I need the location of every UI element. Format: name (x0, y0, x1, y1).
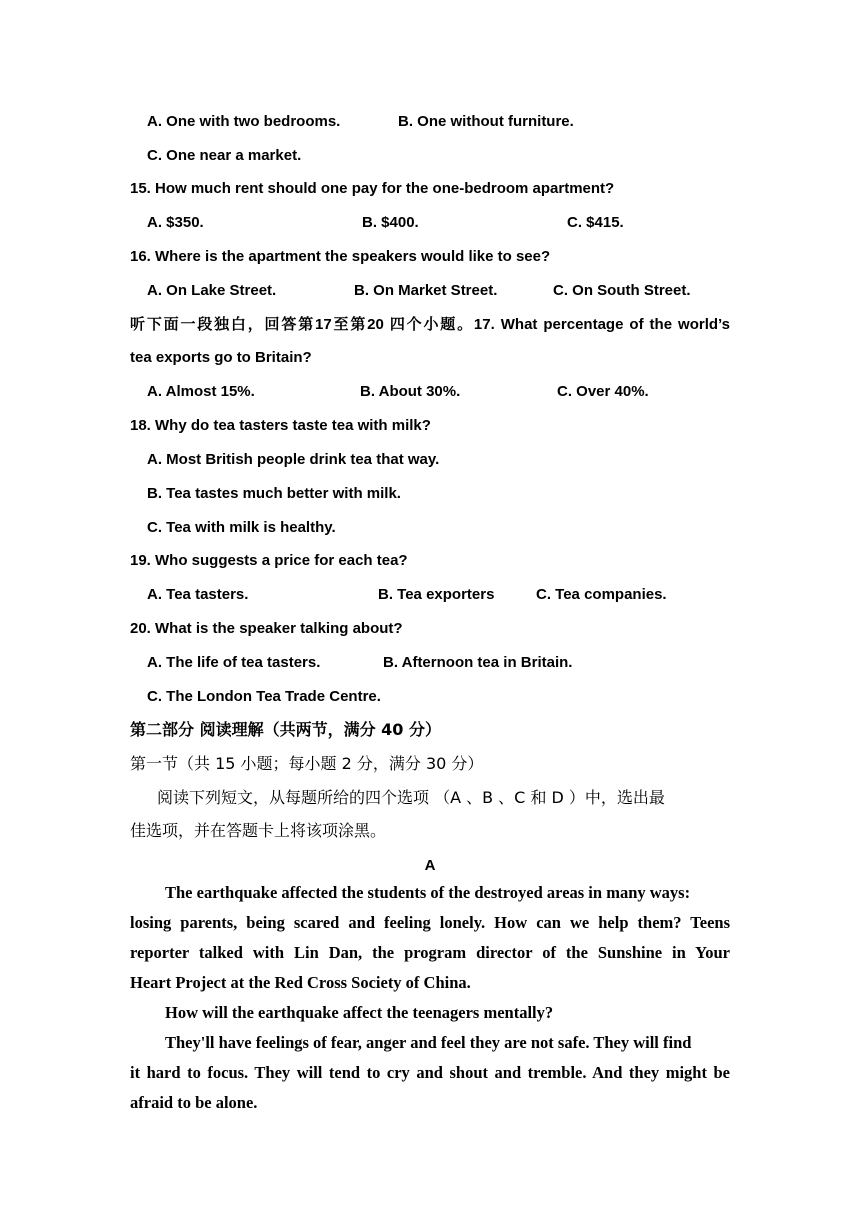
q18-option-c: C. Tea with milk is healthy. (147, 519, 336, 536)
q16-option-a: A. On Lake Street. (147, 282, 277, 299)
q16-option-b: B. On Market Street. (354, 282, 498, 299)
q18-option-b: B. Tea tastes much better with milk. (147, 485, 401, 502)
passage-line-4: Heart Project at the Red Cross Society of China. (130, 973, 471, 992)
q14-option-b: B. One without furniture. (398, 113, 574, 130)
q19-question: 19. Who suggests a price for each tea? (130, 552, 408, 569)
q19-option-b: B. Tea exporters (378, 586, 495, 603)
monologue-intro-line-1: 听下面一段独白，回答第17至第20 四个小题。17. What percentage of the world’s (130, 316, 730, 333)
passage-line-8: afraid to be alone. (130, 1093, 258, 1112)
passage-line-7: it hard to focus. They will tend to cry and shout and tremble. And they might be (130, 1063, 730, 1082)
q14-option-c: C. One near a market. (147, 147, 302, 164)
q16-question: 16. Where is the apartment the speakers would like to see? (130, 248, 551, 265)
passage-line-2: losing parents, being scared and feeling lonely. How can we help them? Teens (130, 913, 730, 932)
passage-question: How will the earthquake affect the teenagers mentally? (165, 1003, 554, 1022)
q15-option-b: B. $400. (362, 214, 419, 231)
q20-question: 20. What is the speaker talking about? (130, 620, 403, 637)
q19-option-a: A. Tea tasters. (147, 586, 249, 603)
q15-question: 15. How much rent should one pay for the one-bedroom apartment? (130, 180, 615, 197)
passage-line-1: The earthquake affected the students of the destroyed areas in many ways: (165, 883, 691, 902)
q16-option-c: C. On South Street. (553, 282, 691, 299)
q17-option-c: C. Over 40%. (557, 383, 649, 400)
passage-line-3: reporter talked with Lin Dan, the program director of the Sunshine in Your (130, 943, 730, 962)
q20-option-a: A. The life of tea tasters. (147, 654, 321, 671)
q18-option-a: A. Most British people drink tea that way. (147, 451, 440, 468)
part2-heading: 第二部分 阅读理解（共两节，满分 40 分） (130, 720, 441, 739)
passage-line-6: They'll have feelings of fear, anger and feel they are not safe. They will find (165, 1033, 692, 1052)
section1-heading: 第一节（共 15 小题；每小题 2 分，满分 30 分） (130, 754, 484, 773)
q20-option-b: B. Afternoon tea in Britain. (383, 654, 573, 671)
q14-option-a: A. One with two bedrooms. (147, 113, 341, 130)
q20-option-c: C. The London Tea Trade Centre. (147, 688, 381, 705)
q15-option-c: C. $415. (567, 214, 624, 231)
q15-option-a: A. $350. (147, 214, 204, 231)
q17-option-a: A. Almost 15%. (147, 383, 255, 400)
q17-option-b: B. About 30%. (360, 383, 461, 400)
instructions-line-1: 阅读下列短文，从每题所给的四个选项 （A 、B 、C 和 D ）中，选出最 (157, 788, 665, 807)
q18-question: 18. Why do tea tasters taste tea with milk? (130, 417, 431, 434)
monologue-intro-line-2: tea exports go to Britain? (130, 349, 312, 366)
passage-label: A (424, 857, 436, 874)
instructions-line-2: 佳选项，并在答题卡上将该项涂黑。 (130, 821, 387, 840)
q19-option-c: C. Tea companies. (536, 586, 667, 603)
